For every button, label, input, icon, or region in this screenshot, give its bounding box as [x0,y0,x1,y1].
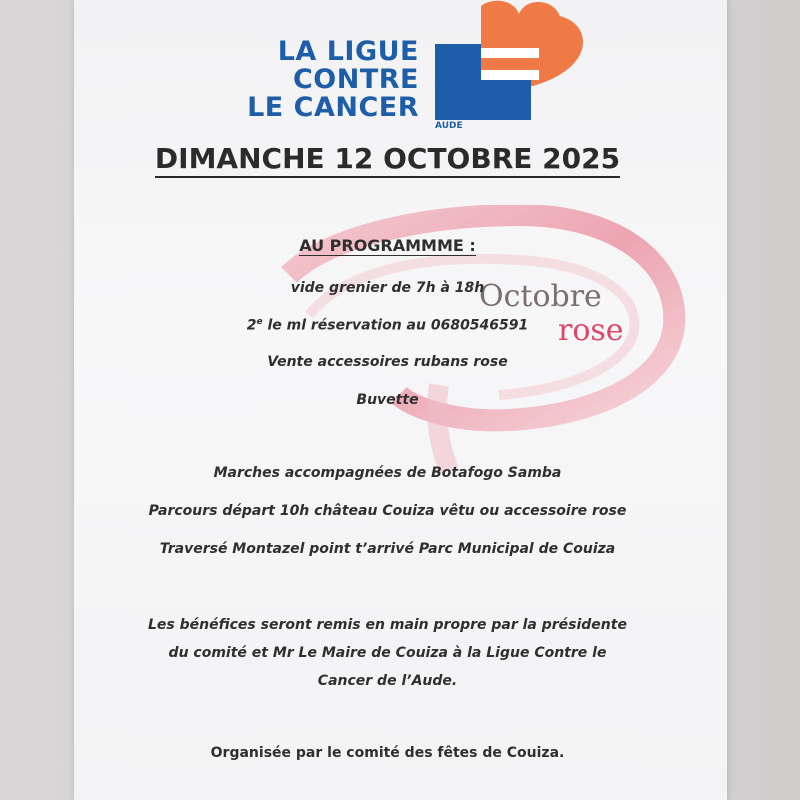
event-date-headline [74,142,701,175]
rose-label: rose [558,313,624,348]
octobre-label: Octobre [479,279,602,314]
program-title [74,236,701,255]
walks-line-1: Marches accompagnées de Botafogo Samba [213,465,562,481]
benefits-line-2: du comité et Mr Le Maire de Couiza à la Ligue Contre le [168,645,607,661]
program-item-flea-market: vide grenier de 7h à 18h [290,280,485,296]
benefits-line-3: Cancer de l’Aude. [317,673,458,689]
logo-line-3: LE CANCER [247,92,419,123]
benefits-line-1: Les bénéfices seront remis en main propre par la présidente [148,617,627,633]
flyer-sheet [74,0,727,800]
reservation-text: le ml réservation au 0680546591 [262,317,529,334]
walks-line-2: Parcours départ 10h château Couiza vêtu ou accessoire rose [148,503,627,519]
ligue-heart-logo-icon [433,0,593,125]
logo-line-2: CONTRE [292,64,419,95]
reservation-number: 2 [246,317,257,334]
organizer-line: Organisée par le comité des fêtes de Couiza. [210,745,565,761]
logo-wordmark [211,38,419,122]
event-date-text: DIMANCHE 12 OCTOBRE 2025 [155,142,620,178]
program-item-accessories: Vente accessoires rubans rose [267,354,508,370]
walks-line-3: Traversé Montazel point t’arrivé Parc Municipal de Couiza [159,541,616,557]
reservation-superscript: e [256,317,263,327]
logo-line-1: LA LIGUE [277,36,419,67]
program-item-reservation [74,317,701,334]
logo-region-label: AUDE [435,121,463,131]
program-item-bar: Buvette [356,392,419,408]
program-title-text: AU PROGRAMMME : [299,236,476,255]
